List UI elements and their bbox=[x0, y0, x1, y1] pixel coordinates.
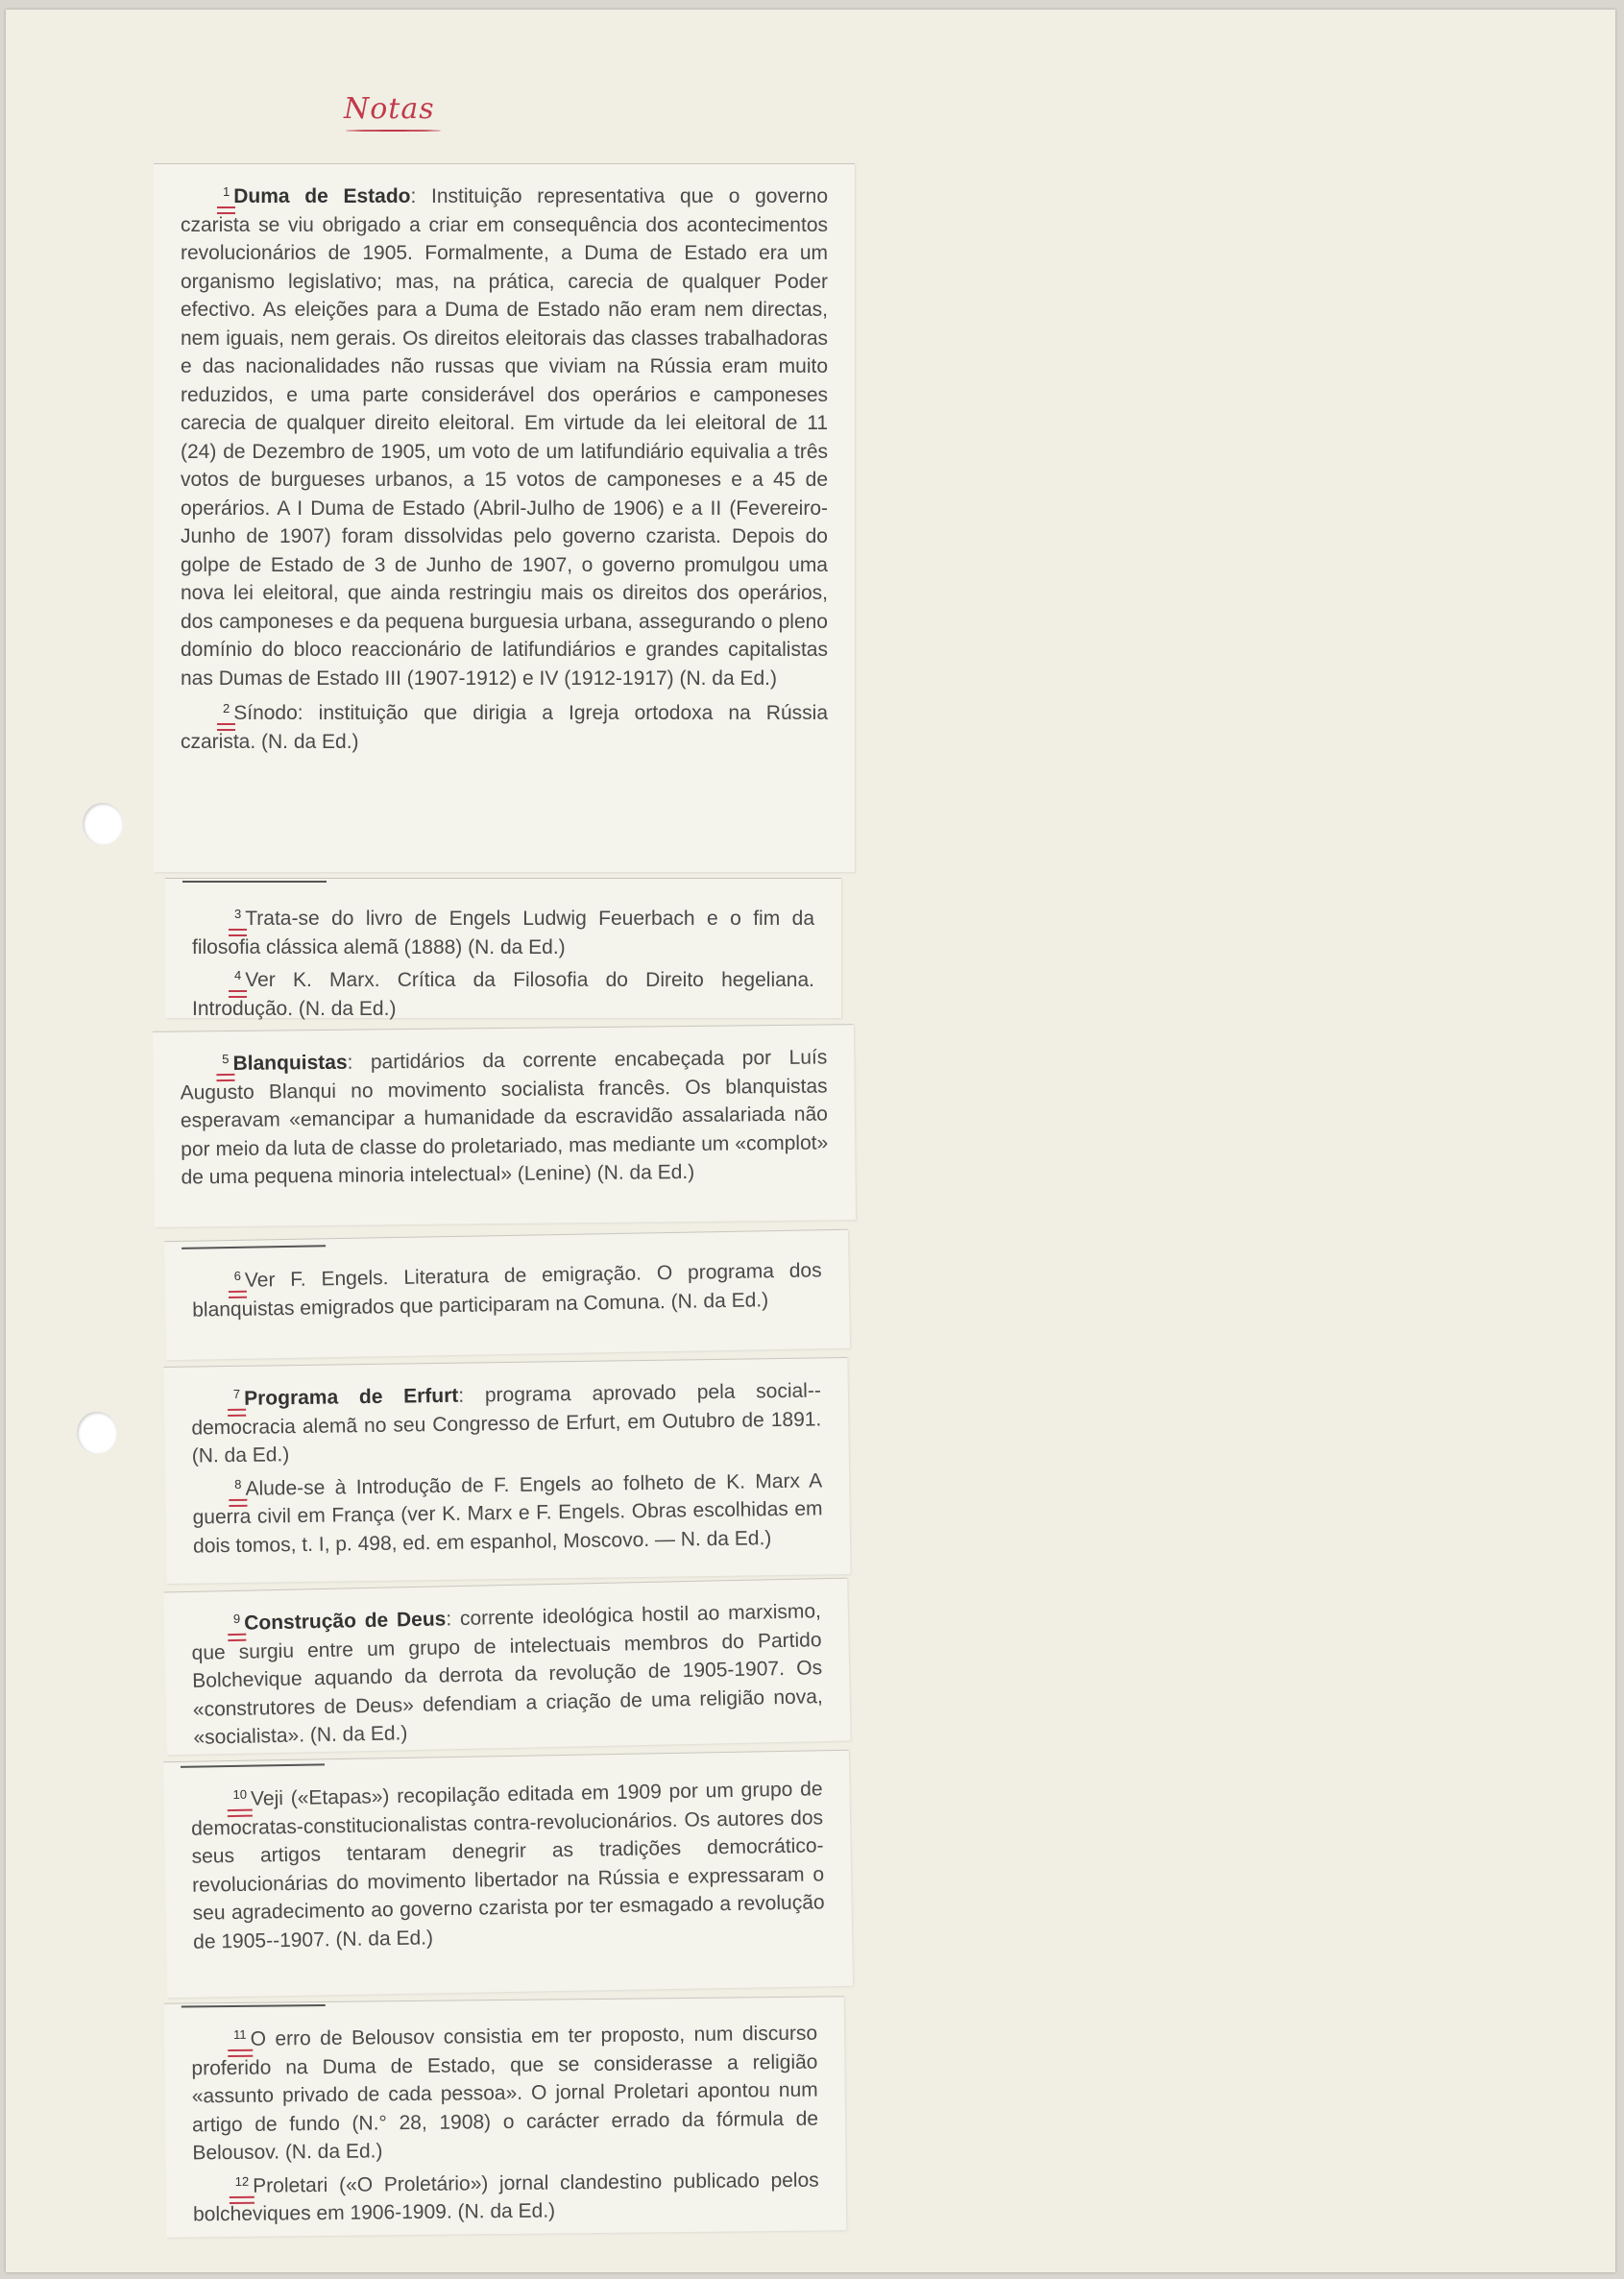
clipping-note-9 bbox=[163, 1578, 850, 1756]
note-12 bbox=[193, 2161, 820, 2229]
note-term: Duma de Estado bbox=[233, 185, 411, 207]
clipping-notes-1-2 bbox=[154, 163, 855, 872]
note-text: Instituição representativa que o governo czarista se viu obrigado a criar em consequência dos acontecimentos revolucionários de 1905. Formalmente, a Duma de Estado era um organismo legislativo; mas, na prática, carecia de qualquer Poder efectivo. As eleições para a Duma de Estado não eram nem directas, nem iguais, nem gerais. Os direitos eleitorais das classes trabalhadoras e das nacionalidades não russas que viviam na Rússia eram muito reduzidos, e uma parte considerável dos operários e camponeses carecia de qualquer direito eleitoral. Em virtude da lei eleitoral de 11 (24) de Dezembro de 1905, um voto de um latifundiário equivalia a três votos de burgueses urbanos, a 15 votos de camponeses e a 45 de operários. A I Duma de Estado (Abril-Julho de 1906) e a II (Fevereiro-Junho de 1907) foram dissolvidas pelo governo czarista. Depois do golpe de Estado de 3 de Junho de 1907, o governo promulgou uma nova lei eleitoral, que ainda restringiu mais os direitos dos operários, dos camponeses e da pequena burguesia urbana, assegurando o pleno domínio do bloco reaccionário de latifundiários e grandes capitalistas nas Dumas de Estado III (1907-1912) e IV (1912-1917) (N. da Ed.) bbox=[181, 185, 828, 690]
note-11 bbox=[191, 2015, 819, 2168]
note-number: 6 bbox=[233, 1268, 241, 1283]
note-text: Trata-se do livro de Engels Ludwig Feuerbach e o fim da filosofia clássica alemã (1888) (N. da Ed.) bbox=[192, 908, 814, 958]
note-text: Proletari («O Proletário») jornal clandestino publicado pelos bolcheviques em 1906-1909. (N. da Ed.) bbox=[192, 2169, 819, 2226]
separator-rule bbox=[182, 2004, 326, 2008]
note-number: 1 bbox=[223, 184, 230, 199]
note-number: 9 bbox=[232, 1611, 241, 1626]
note-text: partidários da corrente encabeçada por Luís Augusto Blanqui no movimento socialista francês. Os blanquistas esperavam «emancipar a humanidade da escravidão assalariada não por meio da luta de classe do proletariado, mas mediante um «complot» de uma pequena minoria intelectual» (Lenine) (N. da Ed.) bbox=[180, 1046, 829, 1189]
note-number: 8 bbox=[234, 1476, 242, 1491]
note-number: 2 bbox=[223, 701, 230, 715]
clipping-note-10 bbox=[163, 1750, 853, 1998]
clipping-notes-3-4 bbox=[165, 878, 841, 1018]
note-term: Programa de Erfurt bbox=[244, 1384, 459, 1410]
page-heading: Notas bbox=[344, 92, 435, 126]
note-number: 10 bbox=[232, 1786, 248, 1802]
note-1: $^1$ Duma de Estado: Instituição representativa que o governo czarista se viu obrigado a criar em consequência dos acontecimentos revolucionários de 1905. Formalmente, a Duma de Estado era um organismo legislativo; mas, na prática, carecia de qualquer Poder efectivo. As eleições para a Duma de Estado não eram nem directas, nem iguais, nem gerais. Os direitos eleitorais das classes trabalhadoras e das nacionalidades não russas que viviam na Rússia eram muito reduzidos, e uma parte considerável dos operários e camponeses carecia de qualquer direito eleitoral. Em virtude da lei eleitoral de 11 (24) de Dezembro de 1905, um voto de um latifundiário equivalia a três votos de burgueses urbanos, a 15 votos de camponeses e a 45 de operários. A I Duma de Estado (Abril-Julho de 1906) e a II (Fevereiro-Junho de 1907) foram dissolvidas pelo governo czarista. Depois do golpe de Estado de 3 de Junho de 1907, o governo promulgou uma nova lei eleitoral, que ainda restringiu mais os direitos dos operários, dos camponeses e da pequena burguesia urbana, assegurando o pleno domínio do bloco reaccionário de latifundiários e grandes capitalistas nas Dumas de Estado III (1907-1912) e IV (1912-1917) (N. da Ed.) bbox=[181, 184, 828, 690]
note-4 bbox=[192, 961, 814, 1023]
note-3 bbox=[192, 900, 814, 961]
note-number: 7 bbox=[232, 1386, 241, 1401]
separator-rule bbox=[182, 881, 327, 883]
separator-rule bbox=[182, 1245, 326, 1249]
clipping-notes-11-12 bbox=[164, 1996, 847, 2237]
note-number: 5 bbox=[222, 1051, 230, 1067]
punch-hole-top bbox=[83, 803, 123, 845]
note-text: programa aprovado pela social--democracia alemã no seu Congresso de Erfurt, em Outubro de 1891. (N. da Ed.) bbox=[191, 1379, 822, 1467]
note-text: Ver F. Engels. Literatura de emigração. O programa dos blanquistas emigrados que participaram na Comuna. (N. da Ed.) bbox=[192, 1259, 822, 1321]
note-8 bbox=[192, 1462, 823, 1561]
separator-rule bbox=[181, 1763, 325, 1768]
note-number: 3 bbox=[234, 907, 242, 921]
note-number: 12 bbox=[234, 2173, 250, 2189]
clipping-notes-7-8 bbox=[163, 1357, 850, 1584]
note-number: 11 bbox=[233, 2026, 247, 2042]
note-6 bbox=[191, 1251, 822, 1323]
note-number: 4 bbox=[234, 968, 242, 982]
note-text: corrente ideológica hostil ao marxismo, que surgiu entre um grupo de intelectuais membros do Partido Bolchevique aquando da derrota da revolução de 1905-1907. Os «construtores de Deus» defendiam a criação de uma religião nova, «socialista». (N. da Ed.) bbox=[191, 1600, 823, 1749]
clipping-note-6 bbox=[164, 1229, 850, 1360]
note-text: Ver K. Marx. Crítica da Filosofia do Direito hegeliana. Introdução. (N. da Ed.) bbox=[192, 969, 814, 1020]
scanned-page bbox=[6, 10, 1615, 2272]
note-10 bbox=[190, 1770, 825, 1955]
punch-hole-bottom bbox=[77, 1412, 117, 1454]
note-2 bbox=[181, 694, 828, 756]
note-7: $^7$ Programa de Erfurt: programa aprovado pela social--democracia alemã no seu Congresso de Erfurt, em Outubro de 1891. (N. da Ed.) bbox=[191, 1379, 822, 1467]
note-text: Sínodo: instituição que dirigia a Igreja ortodoxa na Rússia czarista. (N. da Ed.) bbox=[181, 702, 828, 753]
note-5: $^5$ Blanquistas: partidários da corrente encabeçada por Luís Augusto Blanqui no movimento socialista francês. Os blanquistas esperavam «emancipar a humanidade da escravidão assalariada não por meio da luta de classe do proletariado, mas mediante um «complot» de uma pequena minoria intelectual» (Lenine) (N. da Ed.) bbox=[180, 1046, 829, 1189]
note-term: Construção de Deus bbox=[243, 1608, 447, 1635]
note-text: Veji («Etapas») recopilação editada em 1909 por um grupo de democratas-constitucionalistas contra-revolucionários. Os autores dos seus artigos tentaram denegrir as tradições democrático-revolucionárias do movimento libertador na Rússia e expressaram o seu agradecimento ao governo czarista por ter esmagado a revolução de 1905--1907. (N. da Ed.) bbox=[190, 1778, 825, 1953]
note-9: $^9$ Construção de Deus: corrente ideológica hostil ao marxismo, que surgiu entre um grupo de intelectuais membros do Partido Bolchevique aquando da derrota da revolução de 1905-1907. Os «construtores de Deus» defendiam a criação de uma religião nova, «socialista». (N. da Ed.) bbox=[191, 1600, 823, 1749]
clipping-note-5 bbox=[153, 1024, 856, 1227]
note-text: Alude-se à Introdução de F. Engels ao folheto de K. Marx A guerra civil em França (ver K. Marx e F. Engels. Obras escolhidas em dois tomos, t. I, p. 498, ed. em espanhol, Moscovo. — N. da Ed.) bbox=[192, 1468, 823, 1558]
note-term: Blanquistas bbox=[232, 1051, 348, 1075]
note-text: O erro de Belousov consistia em ter proposto, num discurso proferido na Duma de Estado, que se considerasse a religião «assunto privado de cada pessoa». O jornal Proletari apontou num artigo de fundo (N.° 28, 1908) o carácter errado da fórmula de Belousov. (N. da Ed.) bbox=[191, 2022, 819, 2165]
